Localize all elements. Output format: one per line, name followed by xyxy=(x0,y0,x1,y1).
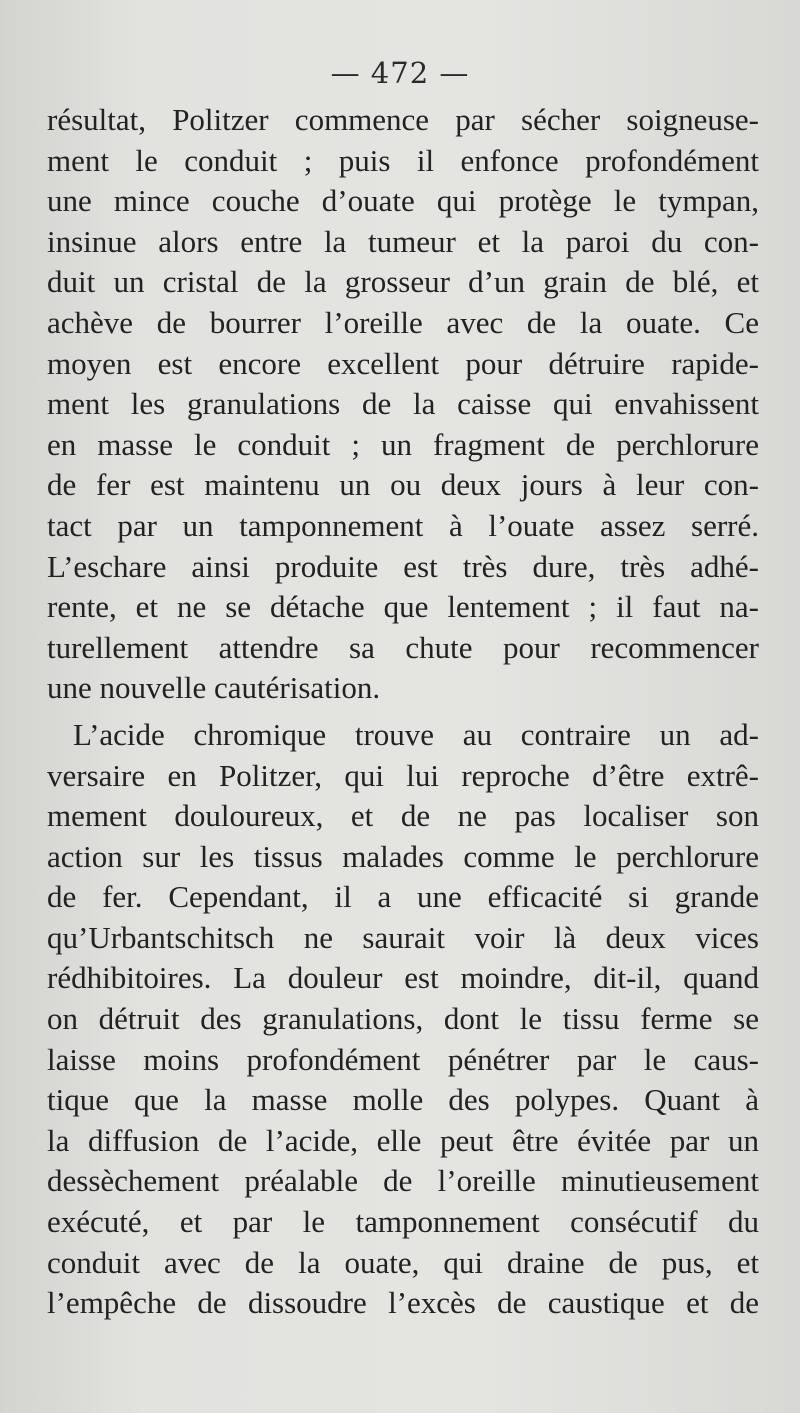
text-line: exécuté, et par le tamponnement consécutif du xyxy=(47,1204,759,1240)
text-line: action sur les tissus malades comme le perchlorure xyxy=(47,838,759,874)
text-line: une nouvelle cautérisation. xyxy=(47,670,381,706)
text-line: tact par un tamponnement à l’ouate assez serré. xyxy=(47,507,759,543)
text-line: achève de bourrer l’oreille avec de la ouate. Ce xyxy=(47,304,759,340)
paragraph-1 xyxy=(47,100,759,709)
text-line: qu’Urbantschitsch ne saurait voir là deux vices xyxy=(47,919,759,955)
text-line: tique que la masse molle des polypes. Quant à xyxy=(47,1082,759,1118)
text-line: une mince couche d’ouate qui protège le tympan, xyxy=(47,183,759,219)
text-line: rente, et ne se détache que lentement ; il faut na- xyxy=(47,589,759,625)
text-line: L’eschare ainsi produite est très dure, très adhé- xyxy=(47,548,759,584)
text-line: on détruit des granulations, dont le tissu ferme se xyxy=(47,1001,759,1037)
text-line: de fer. Cependant, il a une efficacité si grande xyxy=(47,879,759,915)
text-line: résultat, Politzer commence par sécher soigneuse- xyxy=(47,102,759,137)
text-line: turellement attendre sa chute pour recommencer xyxy=(47,629,759,665)
text-line: ment les granulations de la caisse qui envahissent xyxy=(47,386,759,422)
text-line: rédhibitoires. La douleur est moindre, dit-il, quand xyxy=(47,960,759,996)
text-line: la diffusion de l’acide, elle peut être évitée par un xyxy=(47,1122,759,1158)
text-line: L’acide chromique trouve au contraire un ad- xyxy=(73,716,759,752)
page-number: — 472 — xyxy=(330,56,470,90)
text-line: l’empêche de dissoudre l’excès de caustique et de xyxy=(47,1285,759,1321)
text-line: versaire en Politzer, qui lui reproche d’être extrê- xyxy=(47,757,759,793)
paragraph-2 xyxy=(47,715,759,1324)
text-line: dessèchement préalable de l’oreille minutieusement xyxy=(47,1163,759,1199)
text-line: duit un cristal de la grosseur d’un grain de blé, et xyxy=(47,264,759,300)
text-line: insinue alors entre la tumeur et la paroi du con- xyxy=(47,223,759,259)
text-line: en masse le conduit ; un fragment de perchlorure xyxy=(47,426,759,462)
text-line: de fer est maintenu un ou deux jours à leur con- xyxy=(47,467,759,503)
text-line: ment le conduit ; puis il enfonce profondément xyxy=(47,142,759,178)
text-line: moyen est encore excellent pour détruire rapide- xyxy=(47,345,759,381)
text-line: conduit avec de la ouate, qui draine de pus, et xyxy=(47,1244,759,1280)
text-line: laisse moins profondément pénétrer par le caus- xyxy=(47,1041,759,1077)
body-text xyxy=(47,100,759,1324)
text-line: mement douloureux, et de ne pas localiser son xyxy=(47,798,759,834)
